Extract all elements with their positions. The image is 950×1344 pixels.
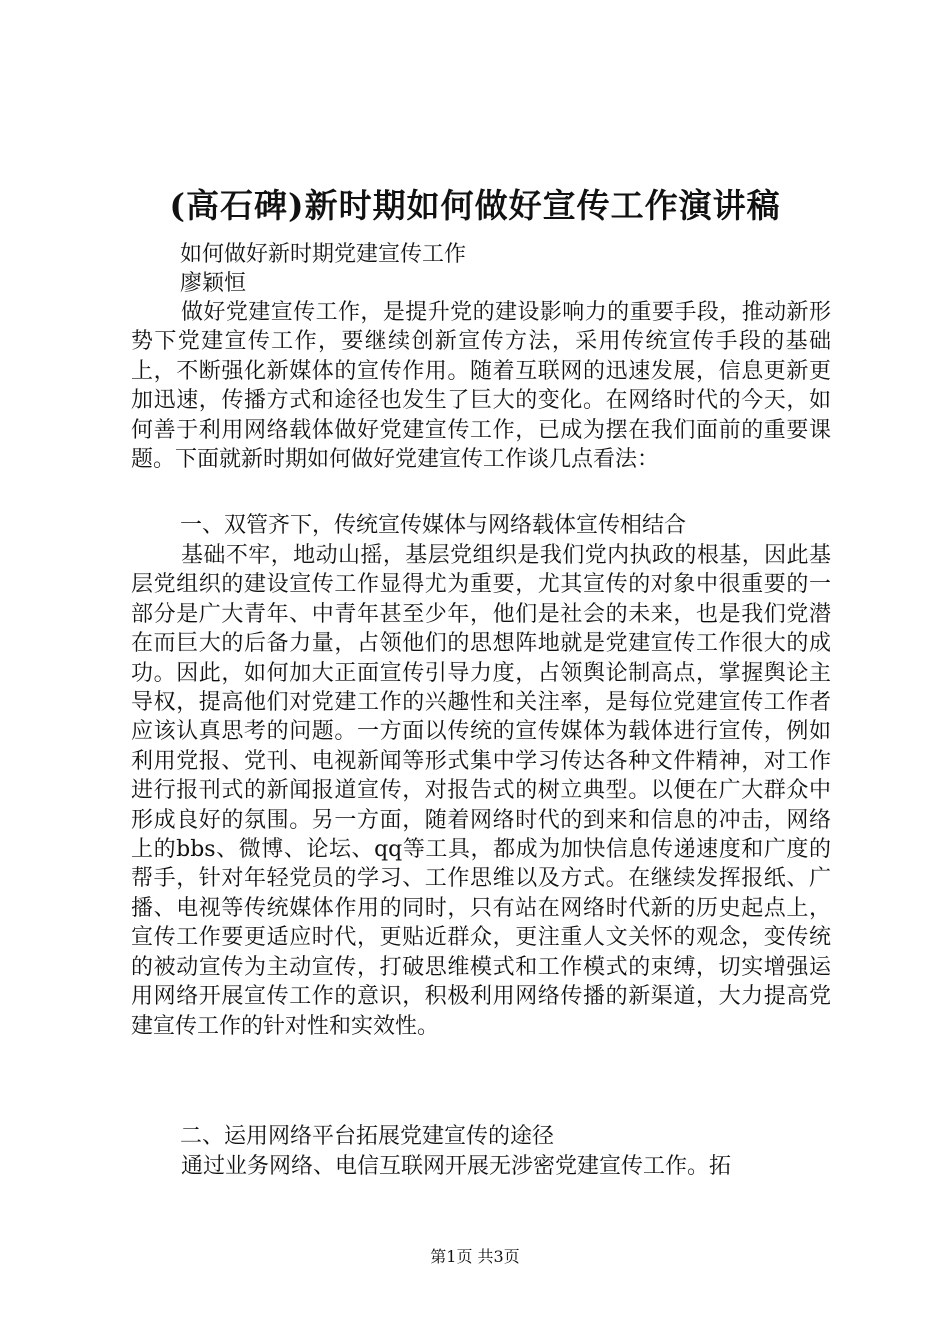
document-title: (高石碑)新时期如何做好宣传工作演讲稿: [169, 186, 781, 225]
document-subtitle: 如何做好新时期党建宣传工作: [180, 242, 467, 267]
body-paragraph-section-2: 通过业务网络、电信互联网开展无涉密党建宣传工作。拓: [181, 1154, 732, 1179]
section-heading-1: 一、双管齐下，传统宣传媒体与网络载体宣传相结合: [180, 513, 687, 538]
body-paragraph-section-1: 基础不牢，地动山摇，基层党组织是我们党内执政的根基，因此基层党组织的建设宣传工作显得尤为重要，尤其宣传的对象中很重要的一部分是广大青年、中青年甚至少年，他们是社会的未来，也是我们党潜在而巨大的后备力量，占领他们的思想阵地就是党建宣传工作很大的成功。因此，如何加大正面宣传引导力度，占领舆论制高点，掌握舆论主导权，提高他们对党建工作的兴趣性和关注率，是每位党建宣传工作者应该认真思考的问题。一方面以传统的宣传媒体为载体进行宣传，例如利用党报、党刊、电视新闻等形式集中学习传达各种文件精神，对工作进行报刊式的新闻报道宣传，对报告式的树立典型。以便在广大群众中形成良好的氛围。另一方面，随着网络时代的到来和信息的冲击，网络上的bbs、微博、论坛、qq等工具，都成为加快信息传递速度和广度的帮手，针对年轻党员的学习、工作思维以及方式。在继续发挥报纸、广播、电视等传统媒体作用的同时，只有站在网络时代新的历史起点上，宣传工作要更适应时代，更贴近群众，更注重人文关怀的观念，变传统的被动宣传为主动宣传，打破思维模式和工作模式的束缚，切实增强运用网络开展宣传工作的意识，积极利用网络传播的新渠道，大力提高党建宣传工作的针对性和实效性。: [131, 543, 831, 1039]
document-author: 廖颖恒: [180, 271, 247, 296]
body-paragraph-intro: 做好党建宣传工作，是提升党的建设影响力的重要手段，推动新形势下党建宣传工作，要继续创新宣传方法，采用传统宣传手段的基础上，不断强化新媒体的宣传作用。随着互联网的迅速发展，信息更新更加迅速，传播方式和途径也发生了巨大的变化。在网络时代的今天，如何善于利用网络载体做好党建宣传工作，已成为摆在我们面前的重要课题。下面就新时期如何做好党建宣传工作谈几点看法：: [131, 300, 831, 473]
section-heading-2: 二、运用网络平台拓展党建宣传的途径: [180, 1124, 555, 1149]
page-footer: 第1页 共3页: [430, 1247, 520, 1266]
